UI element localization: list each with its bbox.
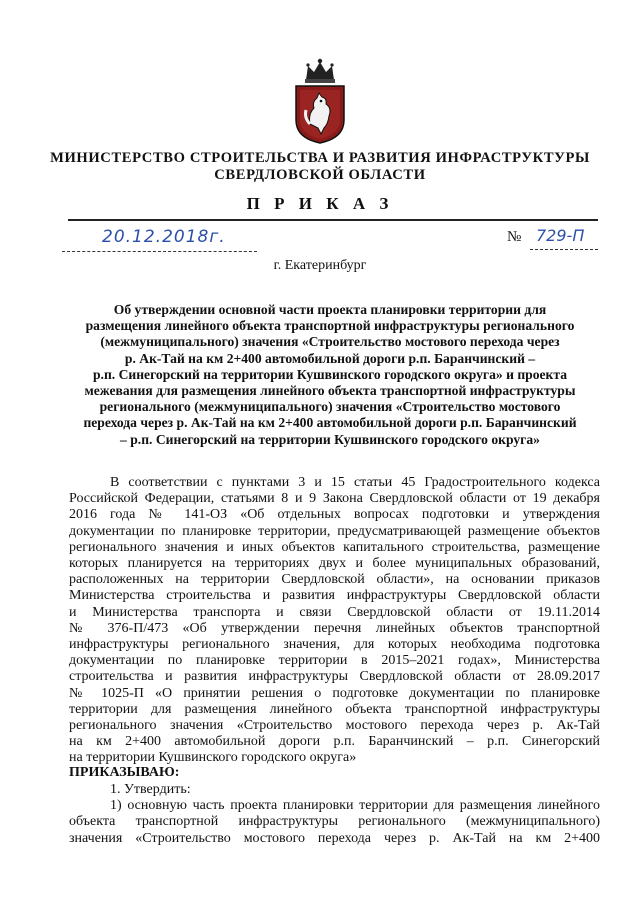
preamble: [69, 475, 600, 767]
preamble-line: и Министерства транспорта и связи Свердловской области от 19.11.2014: [69, 604, 600, 620]
preamble-line: инфраструктуры регионального значения, для которых необходима подготовка: [69, 637, 600, 653]
heading-line: межевания для размещения линейного объекта транспортной инфраструктуры: [84, 383, 576, 399]
preamble-line: на км 2+400 автомобильной дороги р.п. Баранчинский – р.п. Синегорский: [69, 734, 600, 750]
preamble-line: территории для размещения линейного объекта транспортной инфраструктуры: [69, 701, 600, 717]
preamble-line: Российской Федерации, статьями 8 и 9 Закона Свердловской области от 19 декабря: [69, 491, 600, 507]
heading-line: – р.п. Синегорский на территории Кушвинского городского округа»: [120, 431, 540, 447]
date-field: [62, 229, 257, 252]
document-type: П Р И К А З: [246, 194, 394, 213]
number-handwritten: 729-П: [536, 226, 585, 245]
ministry-line-2: СВЕРДЛОВСКОЙ ОБЛАСТИ: [214, 167, 426, 183]
heading-line: регионального (межмуниципального) значения «Строительство мостового: [99, 399, 561, 415]
item-line: 1. Утвердить:: [110, 782, 191, 797]
preamble-line: № 1025-П «О принятии решения о подготовке документации по планировке: [69, 685, 600, 701]
heading-line: р. Ак-Тай на км 2+400 автомобильной дороги р.п. Баранчинский –: [124, 350, 536, 366]
preamble-line: расположенных на территории Свердловской области», на основании приказов: [69, 572, 600, 588]
preamble-line: В соответствии с пунктами 3 и 15 статьи 45 Градостроительного кодекса: [110, 475, 600, 490]
order-items: [69, 782, 600, 847]
heading-line: (межмуниципального) значения «Строительство мостового перехода через: [100, 334, 560, 350]
preamble-line: Министерства строительства и развития инфраструктуры Свердловской области: [69, 588, 600, 604]
preamble-line: регионального значения «Строительство мостового перехода через р. Ак-Тай: [69, 718, 600, 734]
preamble-line: регионального значения и иных объектов капитального строительства, размещение: [69, 539, 600, 555]
coat-of-arms-icon: [292, 58, 348, 144]
orders-word: ПРИКАЗЫВАЮ:: [69, 765, 180, 780]
city: г. Екатеринбург: [273, 258, 367, 273]
preamble-line: 2016 года № 141-ОЗ «Об отдельных вопросах подготовки и утверждения: [69, 507, 600, 523]
preamble-line: № 376-П/473 «Об утверждении перечня линейных объектов транспортной: [69, 620, 600, 636]
ministry-line-1: МИНИСТЕРСТВО СТРОИТЕЛЬСТВА И РАЗВИТИЯ ИНФРАСТРУКТУРЫ: [50, 150, 590, 166]
number-field: [530, 227, 598, 250]
preamble-line: которых планируется на территориях двух и более муниципальных образований,: [69, 556, 600, 572]
item-line: объекта транспортной инфраструктуры регионального (межмуниципального): [69, 814, 600, 830]
header-divider: [68, 219, 598, 221]
number-label: №: [507, 229, 522, 245]
heading-line: размещения линейного объекта транспортной инфраструктуры регионального: [85, 318, 575, 334]
item-line: 1) основную часть проекта планировки территории для размещения линейного: [110, 798, 600, 814]
preamble-line: документации по планировке территории в 2015–2021 годах», Министерства: [69, 653, 600, 669]
item-line: значения «Строительство мостового перехода через р. Ак-Тай на км 2+400: [69, 830, 600, 846]
preamble-line: строительства и развития инфраструктуры Свердловской области от 28.09.2017: [69, 669, 600, 685]
heading-line: перехода через р. Ак-Тай на км 2+400 автомобильной дороги р.п. Баранчинский: [83, 415, 577, 431]
heading-line: Об утверждении основной части проекта планировки территории для: [113, 302, 547, 317]
document-heading: [70, 302, 590, 448]
heading-line: р.п. Синегорский на территории Кушвинского городского округа» и проекта: [92, 366, 568, 382]
preamble-line: на территории Кушвинского городского округа»: [69, 750, 357, 766]
ministry-name: [40, 150, 600, 184]
date-handwritten: 20.12.2018г.: [102, 227, 226, 247]
preamble-line: документации по планировке территории, предусматривающей размещение объектов: [69, 523, 600, 539]
